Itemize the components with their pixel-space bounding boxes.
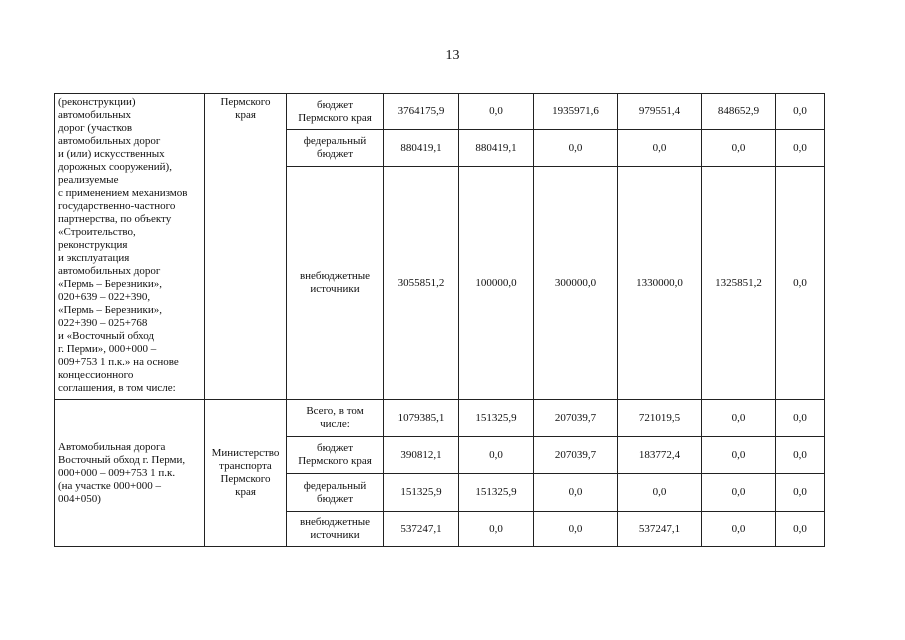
object-description-line: и (или) искусственных	[58, 148, 165, 160]
amount-cell: 0,0	[776, 437, 825, 474]
funding-source-line: источники	[310, 529, 360, 541]
amount-cell: 1079385,1	[384, 400, 459, 437]
object-description-cell	[55, 94, 205, 400]
amount-cell: 0,0	[776, 474, 825, 512]
amount-cell: 1330000,0	[618, 167, 702, 400]
object-description-line: государственно-частного	[58, 200, 176, 212]
funding-source-cell	[287, 400, 384, 437]
amount-cell: 0,0	[776, 130, 825, 167]
amount-cell: 151325,9	[384, 474, 459, 512]
amount-cell: 0,0	[702, 437, 776, 474]
amount-cell: 207039,7	[534, 437, 618, 474]
amount-cell: 183772,4	[618, 437, 702, 474]
object-description-line: Восточный обход г. Перми,	[58, 453, 186, 466]
amount-cell: 0,0	[534, 474, 618, 512]
funding-source-line: бюджет	[317, 148, 353, 160]
object-description-line: (на участке 000+000 –	[58, 479, 161, 492]
amount-cell: 151325,9	[459, 474, 534, 512]
funding-source-cell	[287, 94, 384, 130]
object-description-line: «Строительство,	[58, 226, 136, 238]
amount-cell: 537247,1	[384, 512, 459, 547]
amount-cell: 537247,1	[618, 512, 702, 547]
amount-cell: 0,0	[459, 437, 534, 474]
object-description-line: партнерства, по объекту	[58, 213, 172, 225]
amount-cell: 880419,1	[384, 130, 459, 167]
organization-line: края	[235, 486, 256, 498]
funding-source-line: бюджет	[317, 98, 353, 111]
funding-source-cell	[287, 512, 384, 547]
amount-cell: 848652,9	[702, 94, 776, 130]
object-description-line: автомобильных	[58, 109, 131, 121]
object-description-line: 009+753 1 п.к.» на основе	[58, 356, 179, 368]
object-description-line: 000+000 – 009+753 1 п.к.	[58, 466, 176, 479]
amount-cell: 880419,1	[459, 130, 534, 167]
amount-cell: 0,0	[618, 474, 702, 512]
financing-table	[54, 93, 825, 547]
amount-cell: 0,0	[702, 130, 776, 167]
amount-cell: 1325851,2	[702, 167, 776, 400]
object-description-line: концессионного	[58, 369, 134, 381]
amount-cell: 979551,4	[618, 94, 702, 130]
amount-cell: 207039,7	[534, 400, 618, 437]
object-description-cell	[55, 400, 205, 547]
amount-cell: 3764175,9	[384, 94, 459, 130]
table-body	[55, 94, 825, 547]
object-description-line: и «Восточный обход	[58, 330, 154, 342]
funding-source-line: числе:	[320, 418, 350, 430]
funding-source-line: бюджет	[317, 442, 353, 454]
amount-cell: 300000,0	[534, 167, 618, 400]
amount-cell: 0,0	[459, 512, 534, 547]
amount-cell: 0,0	[534, 130, 618, 167]
amount-cell: 0,0	[702, 512, 776, 547]
amount-cell: 100000,0	[459, 167, 534, 400]
object-description-line: «Пермь – Березники»,	[58, 304, 162, 316]
object-description-line: и эксплуатация	[58, 252, 130, 264]
amount-cell: 721019,5	[618, 400, 702, 437]
amount-cell: 1935971,6	[534, 94, 618, 130]
object-description-line: 020+639 – 022+390,	[58, 291, 151, 303]
funding-source-line: Пермского края	[298, 111, 372, 124]
object-description-line: с применением механизмов	[58, 187, 188, 199]
amount-cell: 0,0	[459, 94, 534, 130]
object-description-line: дорожных сооружений),	[58, 161, 172, 173]
funding-source-line: Пермского края	[298, 455, 372, 467]
amount-cell: 151325,9	[459, 400, 534, 437]
funding-source-cell	[287, 437, 384, 474]
page-number: 13	[445, 48, 460, 63]
organization-line: края	[235, 109, 256, 121]
object-description-line: реконструкция	[58, 239, 128, 251]
object-description-line: реализуемые	[58, 174, 119, 186]
organization-cell	[205, 400, 287, 547]
funding-source-line: внебюджетные	[299, 516, 371, 528]
object-description-line: дорог (участков	[58, 122, 133, 134]
table-row	[55, 94, 825, 130]
organization-cell	[205, 94, 287, 400]
amount-cell: 390812,1	[384, 437, 459, 474]
organization-line: Пермского	[220, 96, 271, 108]
funding-source-line: федеральный	[303, 135, 367, 147]
object-description-line: автомобильных дорог	[58, 265, 161, 277]
amount-cell: 0,0	[776, 512, 825, 547]
organization-line: Министерство	[211, 447, 280, 459]
object-description-line: автомобильных дорог	[58, 135, 161, 147]
amount-cell: 0,0	[534, 512, 618, 547]
amount-cell: 0,0	[776, 167, 825, 400]
object-description-line: «Пермь – Березники»,	[58, 278, 162, 290]
object-description-line: 022+390 – 025+768	[58, 317, 148, 329]
amount-cell: 0,0	[776, 94, 825, 130]
funding-source-line: источники	[310, 283, 360, 295]
object-description-line: соглашения, в том числе:	[58, 382, 176, 394]
amount-cell: 0,0	[776, 400, 825, 437]
funding-source-cell	[287, 167, 384, 400]
table-row	[55, 400, 825, 437]
object-description-line: г. Перми», 000+000 –	[58, 343, 157, 355]
funding-source-line: бюджет	[317, 492, 353, 505]
object-description-line: (реконструкции)	[58, 96, 136, 108]
funding-source-line: внебюджетные	[299, 270, 371, 282]
funding-source-line: федеральный	[303, 479, 367, 492]
funding-source-cell	[287, 130, 384, 167]
amount-cell: 0,0	[618, 130, 702, 167]
object-description-line: 004+050)	[58, 492, 101, 505]
funding-source-line: Всего, в том	[306, 405, 364, 417]
amount-cell: 3055851,2	[384, 167, 459, 400]
organization-line: транспорта	[219, 460, 272, 472]
amount-cell: 0,0	[702, 400, 776, 437]
funding-source-cell	[287, 474, 384, 512]
organization-line: Пермского	[220, 473, 271, 485]
amount-cell: 0,0	[702, 474, 776, 512]
object-description-line: Автомобильная дорога	[58, 440, 166, 453]
